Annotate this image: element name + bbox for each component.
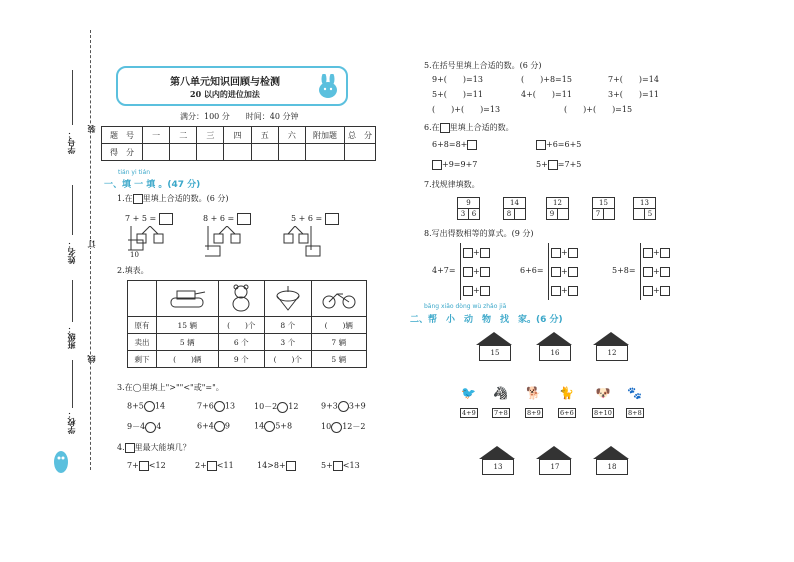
answer-box[interactable]	[432, 160, 442, 170]
section1-pinyin: tián yi tián	[118, 169, 151, 176]
q2-cell: 5 辆	[157, 334, 219, 351]
q6-d	[536, 160, 581, 170]
q7-pattern-4	[592, 197, 615, 220]
q2-cell: 9 个	[218, 351, 265, 368]
q2-cell[interactable]: ( )个	[265, 351, 312, 368]
q2-corner	[128, 281, 157, 317]
q7-cell[interactable]	[604, 209, 615, 220]
q7-cell: 9	[547, 209, 558, 220]
q6-term: +6=6+5	[546, 140, 582, 149]
score-cell[interactable]	[251, 144, 278, 161]
q6-text: 6.在	[424, 123, 440, 132]
score-cell[interactable]	[197, 144, 224, 161]
score-cell[interactable]	[143, 144, 170, 161]
answer-box[interactable]	[159, 213, 173, 225]
q4-term: 7+	[127, 461, 139, 470]
q2-row-label: 剩下	[128, 351, 157, 368]
score-header: 一	[143, 127, 170, 144]
q3-term: 14	[254, 421, 265, 431]
q8-b-group: + + +	[548, 243, 578, 300]
name-label: 姓名：	[67, 240, 76, 264]
q6-term: 5+	[536, 160, 548, 169]
q8-b-label: 6+6=	[520, 266, 544, 275]
animal-card[interactable]	[626, 386, 644, 419]
q4-text2: 里最大能填几？	[134, 443, 191, 452]
house	[479, 446, 515, 475]
q7-cell: 8	[504, 209, 515, 220]
q2-table	[127, 280, 367, 368]
house	[593, 332, 629, 361]
answer-box	[125, 443, 135, 453]
answer-box[interactable]	[325, 213, 339, 225]
q6-term: 6+8=8+	[432, 140, 468, 149]
compare-circle[interactable]	[214, 421, 225, 432]
answer-box[interactable]	[467, 140, 477, 150]
q3-term: 7+6	[197, 401, 214, 411]
q2-row-label: 卖出	[128, 334, 157, 351]
q2-cell: 15 辆	[157, 317, 219, 334]
answer-box[interactable]	[237, 213, 251, 225]
q3-term: 9+3	[321, 401, 338, 411]
answer-box[interactable]	[463, 248, 473, 258]
page-subtitle: 20 以内的进位加法	[190, 89, 260, 99]
q3-term: 8+5	[127, 401, 144, 411]
q7-cell: 5	[645, 209, 656, 220]
q6-c	[432, 160, 477, 170]
q1-ten-label: 10	[130, 251, 139, 259]
q7-pattern-3	[546, 197, 569, 220]
q3-term: 10	[321, 422, 332, 431]
answer-box[interactable]	[286, 461, 296, 471]
q3-term: 10－2	[254, 402, 278, 411]
score-header: 二	[170, 127, 197, 144]
score-header: 题 号	[102, 127, 143, 144]
q3-term: 3+9	[348, 401, 366, 411]
house-number: 18	[596, 459, 628, 475]
q6-b	[536, 140, 581, 150]
house	[476, 332, 512, 361]
animal-equation: 7+8	[494, 409, 508, 417]
q2-prompt: 2.填表。	[117, 266, 149, 275]
compare-circle[interactable]	[214, 401, 225, 412]
q1-eq2	[203, 213, 251, 225]
answer-box[interactable]	[643, 248, 653, 258]
school-line	[72, 360, 73, 408]
q5-item[interactable]: 3+( )=11	[608, 90, 659, 99]
answer-box[interactable]	[548, 160, 558, 170]
cat-icon: 🐈	[559, 386, 575, 400]
q2-cell: 7 辆	[311, 334, 367, 351]
score-cell[interactable]	[345, 144, 376, 161]
animal-card[interactable]	[460, 386, 478, 419]
q7-cell[interactable]	[634, 209, 645, 220]
q1-split2	[205, 226, 245, 262]
q7-top: 15	[593, 198, 615, 209]
number-line	[72, 70, 73, 125]
answer-box[interactable]	[660, 286, 670, 296]
animal-card[interactable]	[525, 386, 543, 419]
compare-circle[interactable]	[331, 422, 342, 433]
q2-cell[interactable]: ( )个	[218, 317, 265, 334]
q7-cell[interactable]	[558, 209, 569, 220]
compare-circle[interactable]	[338, 401, 349, 412]
house-number: 13	[482, 459, 514, 475]
school-label: 学校：	[67, 410, 76, 434]
house	[593, 446, 629, 475]
q1-eq1-text: 7 + 5 =	[125, 214, 157, 223]
answer-box[interactable]	[139, 461, 149, 471]
score-header: 四	[224, 127, 251, 144]
q3-term: 9－4	[127, 422, 146, 431]
compare-circle[interactable]	[264, 421, 275, 432]
q5-item[interactable]: 5+( )=11	[432, 90, 483, 99]
bicycle-icon	[311, 281, 367, 317]
q1-eq1	[125, 213, 173, 225]
house-number: 16	[539, 345, 571, 361]
number-label: 学号：	[67, 130, 76, 154]
q4-term: 14>8+	[257, 461, 286, 470]
binding-mark-3: 线	[87, 355, 96, 363]
score-row-label: 得 分	[102, 144, 143, 161]
house-number: 12	[596, 345, 628, 361]
answer-box[interactable]	[463, 267, 473, 277]
house-number: 15	[479, 345, 511, 361]
q7-prompt: 7.找规律填数。	[424, 180, 480, 189]
q5-item[interactable]: 7+( )=14	[608, 75, 659, 84]
q7-pattern-5	[633, 197, 656, 220]
answer-box[interactable]	[551, 267, 561, 277]
q8-prompt: 8.写出得数相等的算式。(9 分)	[424, 229, 534, 238]
score-header: 附加题	[306, 127, 345, 144]
q1-eq2-text: 8 + 6 =	[203, 214, 235, 223]
q2-cell: 3 个	[265, 334, 312, 351]
q6-term: =7+5	[557, 160, 582, 169]
score-cell[interactable]	[306, 144, 345, 161]
section1-title: 一、填 一 填 。(47 分)	[104, 180, 201, 190]
house	[536, 446, 572, 475]
q1-text: 1.在	[117, 194, 133, 203]
q3-prompt: 3.在◯里填上">""<"或"="。	[117, 383, 224, 392]
q4-term: <13	[342, 461, 360, 470]
q8-a-group: + + +	[460, 243, 490, 300]
q4-term: <12	[148, 461, 166, 470]
q7-cell: 6	[469, 209, 480, 220]
q5-grid	[432, 74, 682, 120]
exam-meta: 满分：100 分 时间：40 分钟	[180, 112, 299, 121]
animal-equation: 8+9	[527, 409, 541, 417]
answer-box[interactable]	[480, 248, 490, 258]
q2-cell: 8 个	[265, 317, 312, 334]
rabbit-icon	[315, 74, 341, 104]
class-line	[72, 280, 73, 322]
horse-icon: 🦓	[493, 386, 509, 400]
q7-cell[interactable]	[515, 209, 526, 220]
tank-icon	[157, 281, 219, 317]
answer-box	[133, 194, 143, 204]
animal-card[interactable]	[492, 386, 510, 419]
answer-box[interactable]	[480, 286, 490, 296]
answer-box[interactable]	[568, 248, 578, 258]
answer-box[interactable]	[333, 461, 343, 471]
answer-box[interactable]	[660, 267, 670, 277]
animal-card[interactable]	[558, 386, 576, 419]
dog-icon: 🐕	[526, 386, 542, 400]
q3-term: 9	[224, 421, 230, 431]
q4-prompt	[117, 442, 191, 453]
q4-term: <11	[216, 461, 234, 470]
q2-cell[interactable]: ( )辆	[311, 317, 367, 334]
animal-equation: 6+6	[560, 409, 574, 417]
q4-term: 5+	[321, 461, 333, 470]
answer-box[interactable]	[463, 286, 473, 296]
answer-box[interactable]	[568, 286, 578, 296]
section2-title: 二、帮 小 动 物 找 家。(6 分)	[410, 315, 563, 325]
q5-item[interactable]: ( )+( )=13	[432, 105, 501, 114]
animal-card[interactable]	[592, 386, 614, 419]
bear-icon	[218, 281, 265, 317]
class-label: 班级：	[67, 325, 76, 349]
q7-cell: 3	[458, 209, 469, 220]
score-header: 总 分	[345, 127, 376, 144]
q5-item[interactable]: ( )+( )=15	[564, 105, 633, 114]
q4-text: 4.	[117, 443, 125, 452]
binding-mark-1: 装	[87, 125, 96, 133]
binding-mark-2: 订	[87, 240, 96, 248]
q6-a	[432, 140, 477, 150]
binding-dashed-line	[90, 30, 91, 470]
answer-box[interactable]	[568, 267, 578, 277]
house	[536, 332, 572, 361]
q3-term: 4	[156, 422, 162, 431]
q3-term: 6+4	[197, 421, 214, 431]
animal-equation: 8+10	[594, 409, 612, 417]
puppy-icon: 🐶	[595, 386, 611, 400]
q1-eq3-text: 5 + 6 =	[291, 214, 323, 223]
bird-icon: 🐦	[461, 386, 477, 400]
answer-box[interactable]	[660, 248, 670, 258]
answer-box[interactable]	[536, 140, 546, 150]
q2-row-label: 原有	[128, 317, 157, 334]
answer-box[interactable]	[480, 267, 490, 277]
q7-top: 12	[547, 198, 569, 209]
q7-top: 13	[634, 198, 656, 209]
score-table	[101, 126, 376, 161]
q8-c-group: + + +	[640, 243, 670, 300]
dog-icon: 🐾	[627, 386, 643, 400]
q6-term: +9=9+7	[442, 160, 478, 169]
answer-box[interactable]	[551, 286, 561, 296]
q1-split3	[283, 226, 323, 262]
score-header: 五	[251, 127, 278, 144]
answer-box	[440, 123, 450, 133]
compare-circle[interactable]	[277, 402, 288, 413]
q2-cell: 6 个	[218, 334, 265, 351]
answer-box[interactable]	[643, 267, 653, 277]
q5-item[interactable]: 4+( )=11	[521, 90, 572, 99]
q3-term: 12－2	[342, 422, 366, 431]
score-cell[interactable]	[224, 144, 251, 161]
name-line	[72, 185, 73, 235]
q7-pattern-2	[503, 197, 526, 220]
score-cell[interactable]	[278, 144, 305, 161]
top-icon	[265, 281, 312, 317]
score-cell[interactable]	[170, 144, 197, 161]
q3-term: 12	[288, 402, 299, 411]
q5-item[interactable]: ( )+8=15	[521, 75, 572, 84]
q2-cell: 5 辆	[311, 351, 367, 368]
q3-term: 5+8	[275, 421, 293, 431]
q7-top: 9	[458, 198, 480, 209]
score-header: 三	[197, 127, 224, 144]
answer-box[interactable]	[643, 286, 653, 296]
compare-circle[interactable]	[145, 422, 156, 433]
q5-item[interactable]: 9+( )=13	[432, 75, 483, 84]
q4-term: 2+	[195, 461, 207, 470]
score-header: 六	[278, 127, 305, 144]
house-number: 17	[539, 459, 571, 475]
animal-equation: 8+8	[628, 409, 642, 417]
q3-term: 14	[154, 401, 166, 411]
q7-cell: 7	[593, 209, 604, 220]
answer-box[interactable]	[207, 461, 217, 471]
q5-prompt: 5.在括号里填上合适的数。(6 分)	[424, 61, 542, 70]
animal-equation: 4+9	[462, 409, 476, 417]
q8-a-label: 4+7=	[432, 266, 456, 275]
q1-eq3	[291, 213, 339, 225]
q8-c-label: 5+8=	[612, 266, 636, 275]
page-title: 第八单元知识回顾与检测	[170, 77, 280, 88]
q7-top: 14	[504, 198, 526, 209]
mascot-icon	[50, 448, 72, 476]
q7-pattern-1	[457, 197, 480, 220]
q3-term: 13	[224, 401, 236, 411]
compare-circle[interactable]	[144, 401, 155, 412]
q6-prompt	[424, 122, 514, 133]
section2-pinyin: bāng xiǎo dòng wù zhǎo jiā	[424, 303, 507, 310]
q2-cell[interactable]: ( )辆	[157, 351, 219, 368]
q1-text2: 里填上合适的数。(6 分)	[142, 194, 229, 203]
answer-box[interactable]	[551, 248, 561, 258]
q1-prompt	[117, 193, 229, 204]
q6-text2: 里填上合适的数。	[449, 123, 514, 132]
